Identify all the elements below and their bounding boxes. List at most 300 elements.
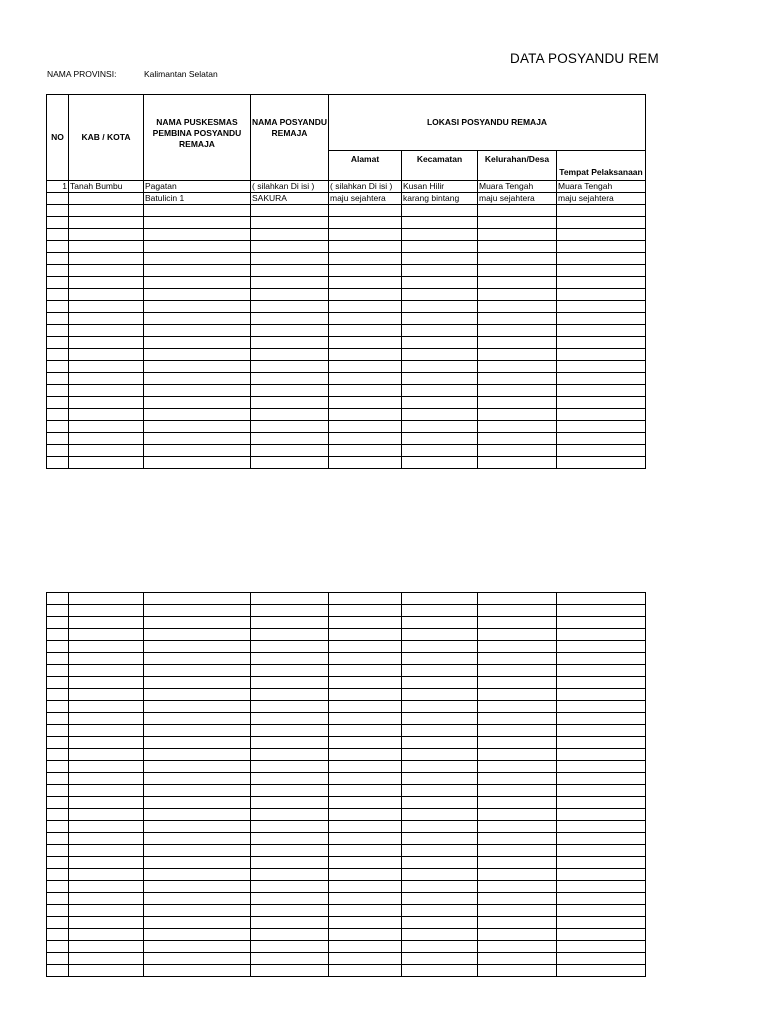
empty-cell	[329, 409, 402, 421]
empty-cell	[478, 689, 557, 701]
empty-cell	[557, 881, 646, 893]
empty-cell	[402, 905, 478, 917]
empty-cell	[144, 857, 251, 869]
empty-cell	[478, 433, 557, 445]
empty-cell	[329, 881, 402, 893]
empty-cell	[144, 845, 251, 857]
empty-cell	[478, 929, 557, 941]
empty-cell	[251, 593, 329, 605]
empty-cell	[47, 701, 69, 713]
empty-cell	[557, 313, 646, 325]
empty-cell	[402, 749, 478, 761]
empty-cell	[478, 361, 557, 373]
empty-cell	[402, 361, 478, 373]
empty-cell	[144, 301, 251, 313]
empty-cell	[478, 385, 557, 397]
empty-cell	[478, 205, 557, 217]
empty-cell	[402, 701, 478, 713]
empty-cell	[69, 761, 144, 773]
empty-cell	[251, 241, 329, 253]
empty-cell	[557, 725, 646, 737]
empty-cell	[144, 761, 251, 773]
empty-cell	[402, 337, 478, 349]
empty-cell	[69, 965, 144, 977]
empty-cell	[144, 881, 251, 893]
empty-cell	[478, 653, 557, 665]
empty-cell	[478, 445, 557, 457]
empty-cell	[251, 701, 329, 713]
empty-cell	[329, 373, 402, 385]
empty-cell	[251, 809, 329, 821]
empty-cell	[251, 881, 329, 893]
empty-cell	[47, 617, 69, 629]
empty-cell	[47, 361, 69, 373]
empty-cell	[557, 653, 646, 665]
empty-cell	[329, 845, 402, 857]
empty-cell	[69, 641, 144, 653]
cell-kab: Tanah Bumbu	[69, 181, 144, 193]
empty-row	[47, 313, 646, 325]
empty-cell	[144, 629, 251, 641]
empty-cell	[69, 953, 144, 965]
empty-cell	[478, 821, 557, 833]
page-title: DATA POSYANDU REM	[510, 51, 659, 66]
empty-cell	[144, 409, 251, 421]
empty-cell	[557, 749, 646, 761]
empty-cell	[557, 737, 646, 749]
empty-cell	[69, 833, 144, 845]
empty-cell	[144, 773, 251, 785]
empty-cell	[557, 205, 646, 217]
empty-cell	[329, 941, 402, 953]
empty-cell	[69, 325, 144, 337]
table-row	[47, 193, 646, 205]
empty-cell	[47, 641, 69, 653]
empty-cell	[251, 653, 329, 665]
empty-cell	[478, 725, 557, 737]
empty-cell	[478, 421, 557, 433]
empty-row	[47, 349, 646, 361]
empty-cell	[557, 821, 646, 833]
empty-cell	[557, 457, 646, 469]
empty-row	[47, 725, 646, 737]
empty-cell	[144, 917, 251, 929]
empty-cell	[69, 373, 144, 385]
empty-cell	[251, 373, 329, 385]
cell-posyandu: ( silahkan Di isi )	[251, 181, 329, 193]
empty-cell	[69, 845, 144, 857]
empty-cell	[251, 421, 329, 433]
empty-cell	[402, 301, 478, 313]
empty-cell	[557, 869, 646, 881]
empty-cell	[69, 857, 144, 869]
empty-cell	[557, 217, 646, 229]
empty-cell	[557, 773, 646, 785]
empty-cell	[557, 605, 646, 617]
header-lokasi: LOKASI POSYANDU REMAJA	[329, 95, 646, 151]
empty-cell	[478, 893, 557, 905]
empty-cell	[251, 313, 329, 325]
empty-cell	[478, 941, 557, 953]
empty-row	[47, 325, 646, 337]
empty-cell	[402, 653, 478, 665]
empty-cell	[329, 337, 402, 349]
empty-cell	[69, 337, 144, 349]
empty-cell	[329, 325, 402, 337]
empty-cell	[144, 617, 251, 629]
empty-cell	[402, 229, 478, 241]
empty-row	[47, 301, 646, 313]
empty-cell	[47, 893, 69, 905]
empty-cell	[402, 433, 478, 445]
empty-cell	[557, 953, 646, 965]
empty-cell	[329, 653, 402, 665]
empty-cell	[402, 881, 478, 893]
empty-cell	[402, 809, 478, 821]
cell-kelurahan: maju sejahtera	[478, 193, 557, 205]
empty-cell	[402, 421, 478, 433]
empty-cell	[251, 833, 329, 845]
empty-cell	[144, 265, 251, 277]
empty-cell	[251, 737, 329, 749]
empty-cell	[329, 749, 402, 761]
empty-cell	[144, 905, 251, 917]
empty-cell	[47, 797, 69, 809]
header-alamat: Alamat	[329, 151, 402, 181]
empty-cell	[402, 773, 478, 785]
empty-cell	[47, 725, 69, 737]
empty-cell	[478, 617, 557, 629]
empty-cell	[69, 301, 144, 313]
empty-cell	[69, 905, 144, 917]
empty-row	[47, 593, 646, 605]
empty-cell	[478, 605, 557, 617]
empty-cell	[69, 445, 144, 457]
empty-row	[47, 773, 646, 785]
empty-cell	[478, 253, 557, 265]
empty-cell	[478, 457, 557, 469]
empty-cell	[478, 749, 557, 761]
empty-cell	[144, 965, 251, 977]
empty-row	[47, 701, 646, 713]
empty-cell	[478, 857, 557, 869]
empty-cell	[557, 421, 646, 433]
empty-cell	[69, 385, 144, 397]
empty-cell	[69, 821, 144, 833]
empty-cell	[47, 749, 69, 761]
empty-cell	[69, 457, 144, 469]
empty-cell	[251, 325, 329, 337]
empty-cell	[329, 301, 402, 313]
empty-cell	[144, 953, 251, 965]
empty-cell	[47, 385, 69, 397]
empty-cell	[478, 845, 557, 857]
empty-cell	[402, 845, 478, 857]
table-row	[47, 181, 646, 193]
empty-cell	[144, 397, 251, 409]
empty-cell	[69, 229, 144, 241]
empty-cell	[69, 205, 144, 217]
empty-row	[47, 689, 646, 701]
empty-cell	[402, 965, 478, 977]
empty-row	[47, 785, 646, 797]
empty-cell	[329, 433, 402, 445]
empty-cell	[329, 253, 402, 265]
empty-cell	[144, 605, 251, 617]
empty-cell	[251, 385, 329, 397]
empty-cell	[557, 337, 646, 349]
empty-cell	[251, 845, 329, 857]
empty-cell	[47, 445, 69, 457]
empty-cell	[47, 917, 69, 929]
empty-cell	[47, 653, 69, 665]
empty-cell	[69, 917, 144, 929]
empty-cell	[144, 689, 251, 701]
empty-row	[47, 217, 646, 229]
empty-cell	[557, 629, 646, 641]
empty-cell	[47, 965, 69, 977]
empty-cell	[557, 229, 646, 241]
empty-cell	[329, 277, 402, 289]
empty-cell	[69, 629, 144, 641]
empty-cell	[144, 361, 251, 373]
empty-cell	[144, 809, 251, 821]
empty-cell	[402, 761, 478, 773]
empty-cell	[69, 605, 144, 617]
empty-cell	[47, 301, 69, 313]
empty-cell	[144, 833, 251, 845]
empty-cell	[69, 409, 144, 421]
empty-cell	[329, 397, 402, 409]
empty-cell	[251, 713, 329, 725]
empty-cell	[47, 785, 69, 797]
empty-cell	[144, 241, 251, 253]
empty-cell	[557, 701, 646, 713]
empty-cell	[478, 349, 557, 361]
empty-cell	[557, 677, 646, 689]
empty-cell	[251, 229, 329, 241]
empty-cell	[144, 701, 251, 713]
empty-cell	[329, 457, 402, 469]
empty-cell	[557, 385, 646, 397]
empty-row	[47, 229, 646, 241]
empty-cell	[144, 929, 251, 941]
empty-cell	[402, 629, 478, 641]
empty-cell	[557, 785, 646, 797]
empty-cell	[329, 713, 402, 725]
empty-cell	[47, 845, 69, 857]
province-label: NAMA PROVINSI:	[47, 69, 117, 79]
empty-cell	[329, 385, 402, 397]
empty-row	[47, 821, 646, 833]
empty-cell	[251, 965, 329, 977]
empty-cell	[69, 253, 144, 265]
empty-cell	[478, 313, 557, 325]
empty-cell	[478, 337, 557, 349]
empty-cell	[47, 373, 69, 385]
empty-cell	[69, 689, 144, 701]
empty-cell	[402, 277, 478, 289]
empty-cell	[557, 641, 646, 653]
empty-row	[47, 397, 646, 409]
empty-cell	[329, 689, 402, 701]
empty-cell	[144, 445, 251, 457]
empty-row	[47, 629, 646, 641]
empty-cell	[47, 833, 69, 845]
empty-cell	[557, 253, 646, 265]
empty-cell	[251, 217, 329, 229]
empty-cell	[47, 665, 69, 677]
empty-cell	[402, 833, 478, 845]
empty-cell	[69, 677, 144, 689]
empty-cell	[144, 893, 251, 905]
empty-cell	[251, 941, 329, 953]
empty-cell	[144, 385, 251, 397]
empty-cell	[47, 313, 69, 325]
posyandu-table-continued	[46, 592, 646, 977]
empty-cell	[557, 349, 646, 361]
empty-cell	[329, 665, 402, 677]
empty-row	[47, 713, 646, 725]
empty-row	[47, 361, 646, 373]
empty-cell	[329, 857, 402, 869]
empty-cell	[329, 869, 402, 881]
empty-row	[47, 445, 646, 457]
empty-cell	[144, 289, 251, 301]
empty-cell	[251, 761, 329, 773]
header-kab-kota: KAB / KOTA	[69, 95, 144, 181]
empty-cell	[557, 797, 646, 809]
empty-cell	[557, 373, 646, 385]
empty-cell	[144, 457, 251, 469]
empty-cell	[329, 349, 402, 361]
empty-cell	[47, 809, 69, 821]
empty-cell	[251, 893, 329, 905]
empty-cell	[251, 397, 329, 409]
empty-row	[47, 253, 646, 265]
header-no: NO	[47, 95, 69, 181]
empty-cell	[251, 677, 329, 689]
cell-kecamatan: karang bintang	[402, 193, 478, 205]
empty-cell	[69, 241, 144, 253]
empty-row	[47, 421, 646, 433]
empty-cell	[144, 821, 251, 833]
empty-cell	[69, 809, 144, 821]
cell-kab	[69, 193, 144, 205]
empty-cell	[402, 857, 478, 869]
empty-cell	[251, 457, 329, 469]
empty-row	[47, 941, 646, 953]
empty-cell	[402, 265, 478, 277]
empty-cell	[402, 665, 478, 677]
empty-row	[47, 797, 646, 809]
empty-cell	[329, 265, 402, 277]
empty-cell	[557, 445, 646, 457]
empty-cell	[557, 941, 646, 953]
empty-cell	[478, 277, 557, 289]
empty-cell	[69, 433, 144, 445]
empty-cell	[47, 217, 69, 229]
empty-cell	[478, 265, 557, 277]
empty-cell	[557, 665, 646, 677]
cell-alamat: ( silahkan Di isi )	[329, 181, 402, 193]
empty-row	[47, 965, 646, 977]
cell-alamat: maju sejahtera	[329, 193, 402, 205]
empty-cell	[144, 253, 251, 265]
empty-cell	[478, 289, 557, 301]
empty-row	[47, 869, 646, 881]
empty-row	[47, 373, 646, 385]
empty-cell	[69, 725, 144, 737]
empty-cell	[144, 665, 251, 677]
empty-cell	[329, 761, 402, 773]
empty-cell	[144, 869, 251, 881]
empty-cell	[47, 821, 69, 833]
empty-cell	[402, 605, 478, 617]
empty-row	[47, 857, 646, 869]
empty-cell	[557, 713, 646, 725]
empty-cell	[478, 593, 557, 605]
empty-cell	[329, 917, 402, 929]
empty-cell	[69, 749, 144, 761]
empty-cell	[69, 941, 144, 953]
empty-cell	[557, 917, 646, 929]
empty-cell	[251, 689, 329, 701]
empty-cell	[251, 205, 329, 217]
cell-no	[47, 193, 69, 205]
empty-cell	[251, 725, 329, 737]
empty-cell	[478, 785, 557, 797]
empty-cell	[402, 737, 478, 749]
empty-cell	[47, 433, 69, 445]
empty-cell	[329, 905, 402, 917]
empty-cell	[69, 421, 144, 433]
empty-cell	[47, 325, 69, 337]
empty-cell	[557, 833, 646, 845]
empty-cell	[251, 929, 329, 941]
empty-cell	[329, 953, 402, 965]
empty-cell	[478, 217, 557, 229]
empty-cell	[69, 785, 144, 797]
empty-cell	[69, 773, 144, 785]
empty-row	[47, 749, 646, 761]
empty-row	[47, 761, 646, 773]
empty-cell	[251, 409, 329, 421]
empty-cell	[329, 641, 402, 653]
empty-cell	[47, 629, 69, 641]
empty-cell	[557, 929, 646, 941]
empty-cell	[478, 397, 557, 409]
empty-cell	[69, 265, 144, 277]
empty-cell	[47, 253, 69, 265]
empty-cell	[557, 893, 646, 905]
empty-row	[47, 665, 646, 677]
empty-row	[47, 241, 646, 253]
empty-cell	[47, 205, 69, 217]
empty-cell	[329, 229, 402, 241]
empty-cell	[557, 397, 646, 409]
empty-row	[47, 289, 646, 301]
empty-cell	[478, 797, 557, 809]
empty-cell	[144, 653, 251, 665]
empty-cell	[557, 433, 646, 445]
empty-cell	[47, 349, 69, 361]
empty-cell	[329, 445, 402, 457]
empty-row	[47, 737, 646, 749]
empty-cell	[69, 313, 144, 325]
empty-cell	[478, 373, 557, 385]
empty-cell	[144, 373, 251, 385]
